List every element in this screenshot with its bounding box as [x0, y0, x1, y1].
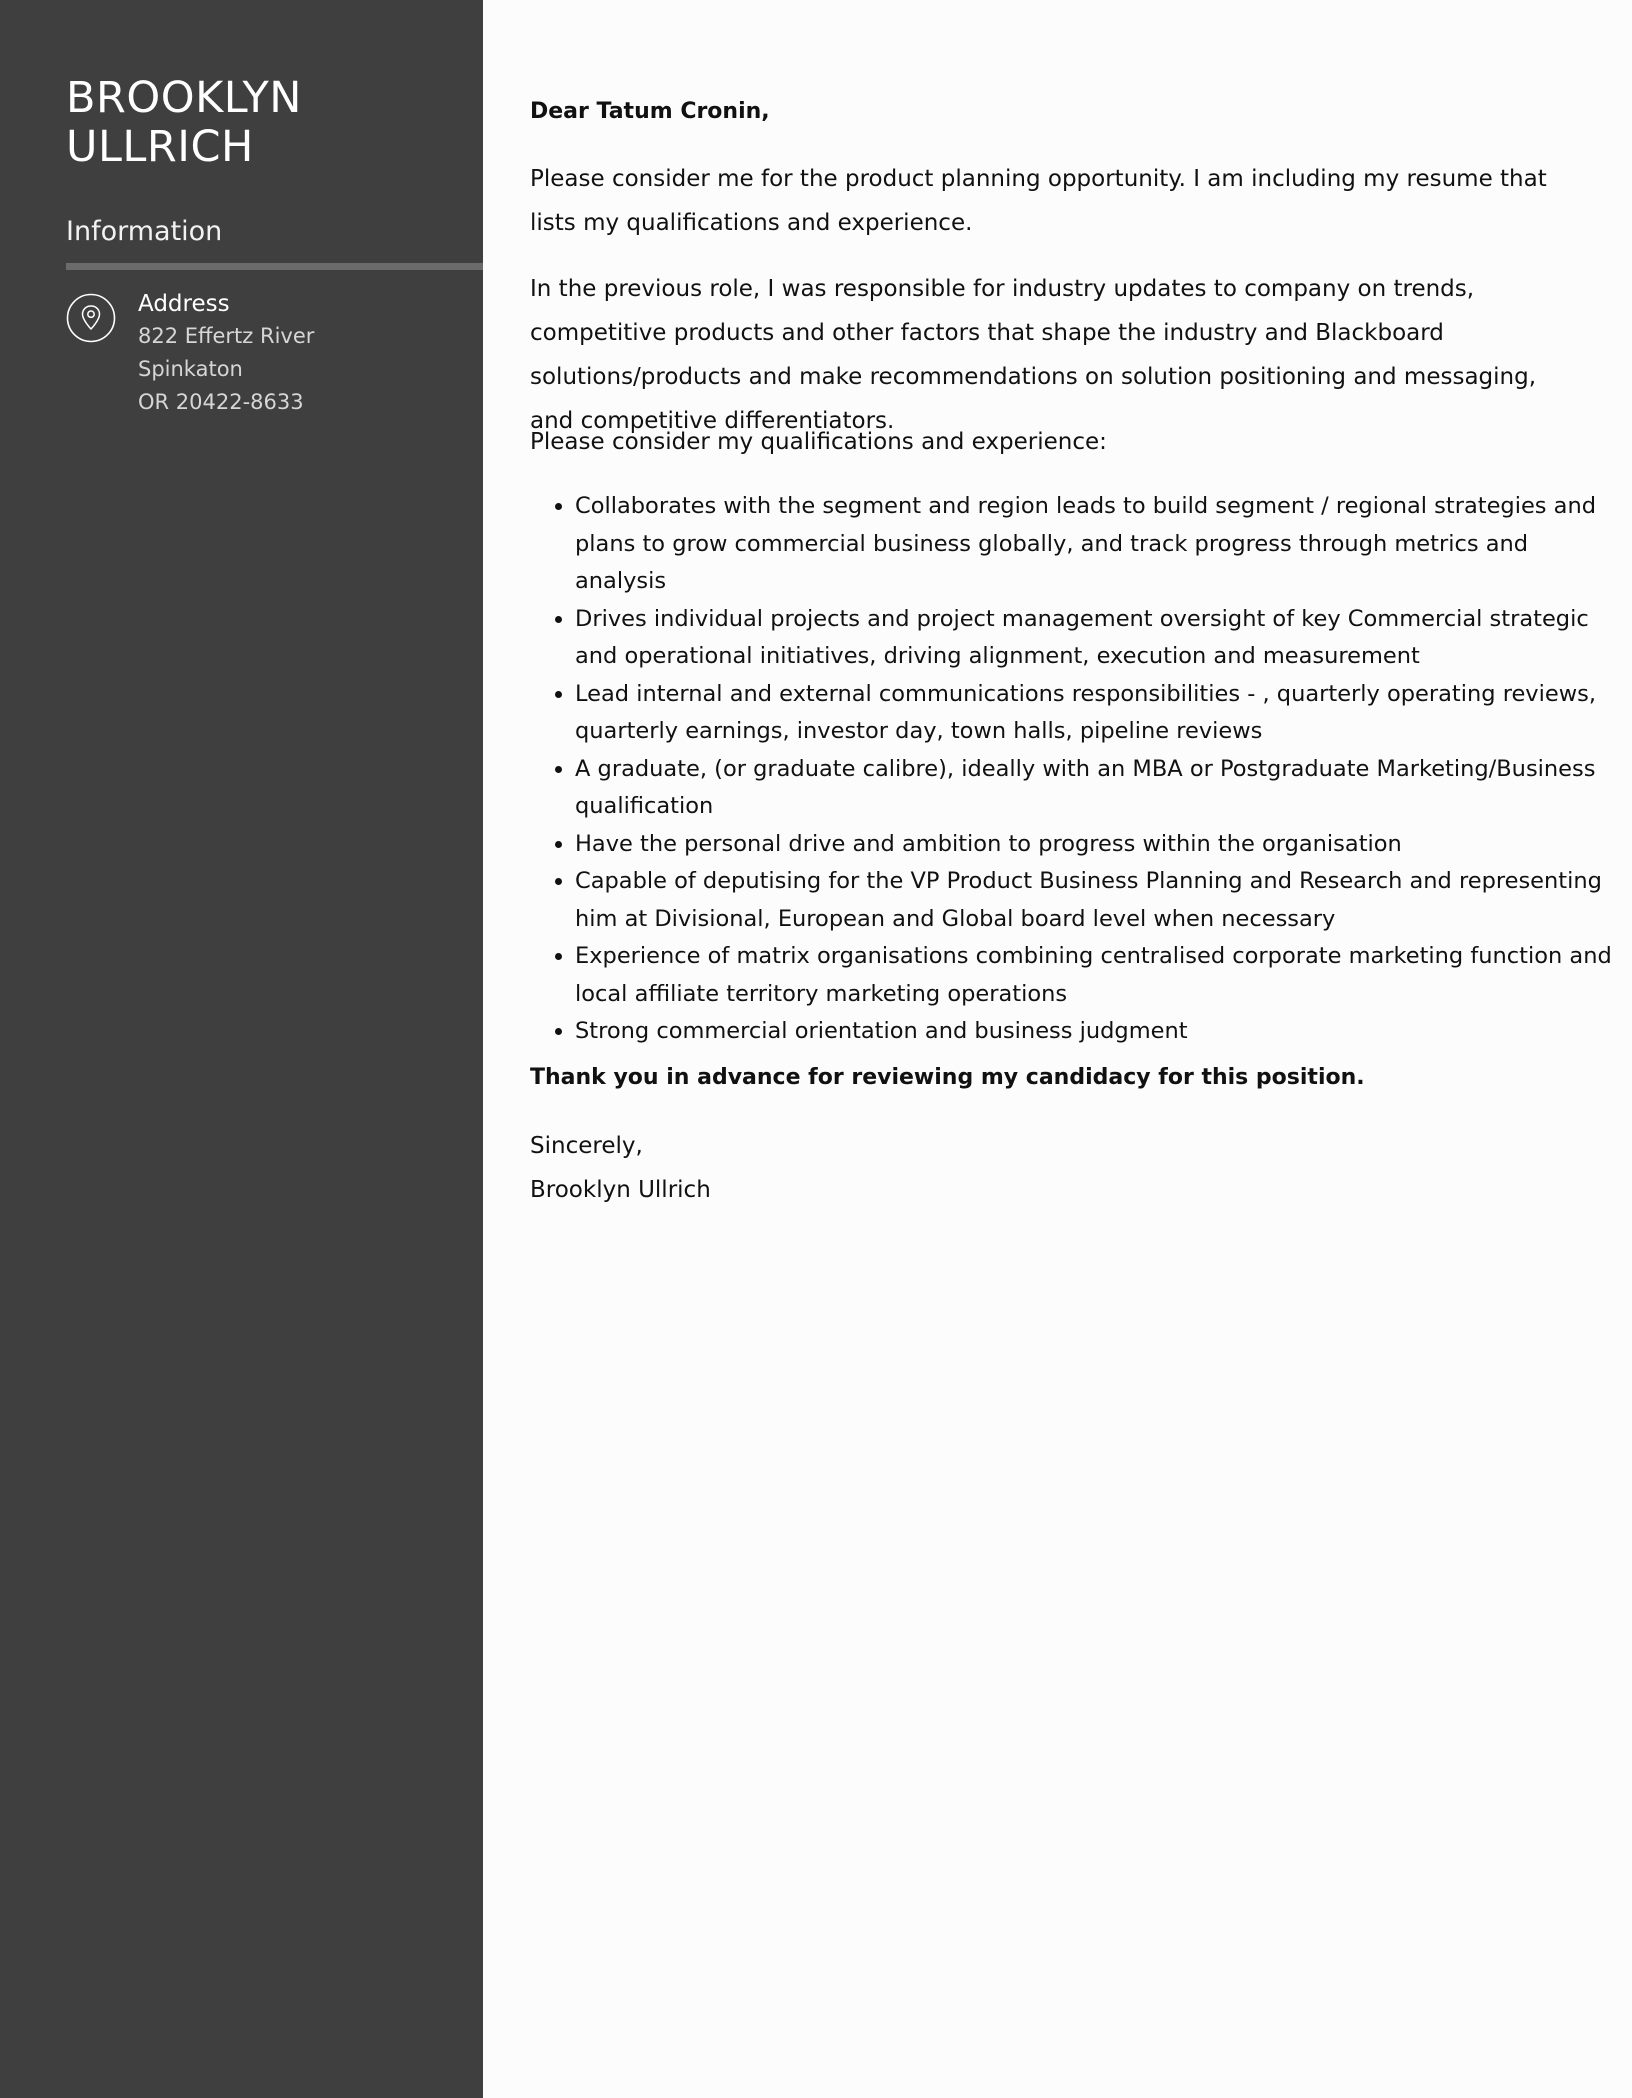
address-state-zip: OR 20422-8633 — [138, 390, 304, 414]
list-item: • Have the personal drive and ambition to progress within the organisation — [575, 826, 1620, 864]
qualifications-list — [530, 488, 1620, 1051]
list-item: • Capable of deputising for the VP Product Business Planning and Research and representing him at Divisional, European and Global board level when necessary — [575, 863, 1620, 938]
signoff-phrase: Sincerely, — [530, 1133, 643, 1159]
letter-closing: Thank you in advance for reviewing my candidacy for this position. — [530, 1065, 1365, 1090]
list-item: • Strong commercial orientation and business judgment — [575, 1013, 1620, 1051]
letter-paragraph-qualifications: Please consider my qualifications and experience: — [530, 429, 1107, 455]
list-item: • Experience of matrix organisations combining centralised corporate marketing function and local affiliate territory marketing operations — [575, 938, 1620, 1013]
information-heading: Information — [66, 216, 223, 247]
letter-signoff — [530, 1124, 711, 1212]
list-item: • Drives individual projects and project management oversight of key Commercial strategic and operational initiatives, driving alignment, execution and measurement — [575, 601, 1620, 676]
address-street: 822 Effertz River — [138, 324, 315, 348]
information-divider — [66, 263, 483, 270]
address-city: Spinkaton — [138, 357, 243, 381]
letter-paragraph-intro: Please consider me for the product planning opportunity. I am including my resume that lists my qualifications and experience. — [530, 166, 1547, 236]
list-item: • Lead internal and external communications responsibilities - , quarterly operating reviews, quarterly earnings, investor day, town halls, pipeline reviews — [575, 676, 1620, 751]
sidebar — [0, 0, 483, 2098]
address-block — [138, 288, 314, 419]
list-item: • Collaborates with the segment and region leads to build segment / regional strategies and plans to grow commercial business globally, and track progress through metrics and analysis — [575, 488, 1620, 601]
letter-paragraph-experience: In the previous role, I was responsible for industry updates to company on trends, competitive products and other factors that shape the industry and Blackboard solutions/products and make recommendations on solution positioning and messaging, and competitive differentiators. — [530, 276, 1537, 434]
address-label: Address — [138, 291, 230, 317]
list-item: • A graduate, (or graduate calibre), ideally with an MBA or Postgraduate Marketing/Business qualification — [575, 751, 1620, 826]
applicant-name — [66, 74, 466, 172]
location-pin-icon — [66, 293, 116, 343]
applicant-name-line1: BROOKLYN — [66, 73, 302, 123]
letter-greeting: Dear Tatum Cronin, — [530, 99, 770, 124]
signature-name: Brooklyn Ullrich — [530, 1177, 711, 1203]
applicant-name-line2: ULLRICH — [66, 122, 254, 172]
